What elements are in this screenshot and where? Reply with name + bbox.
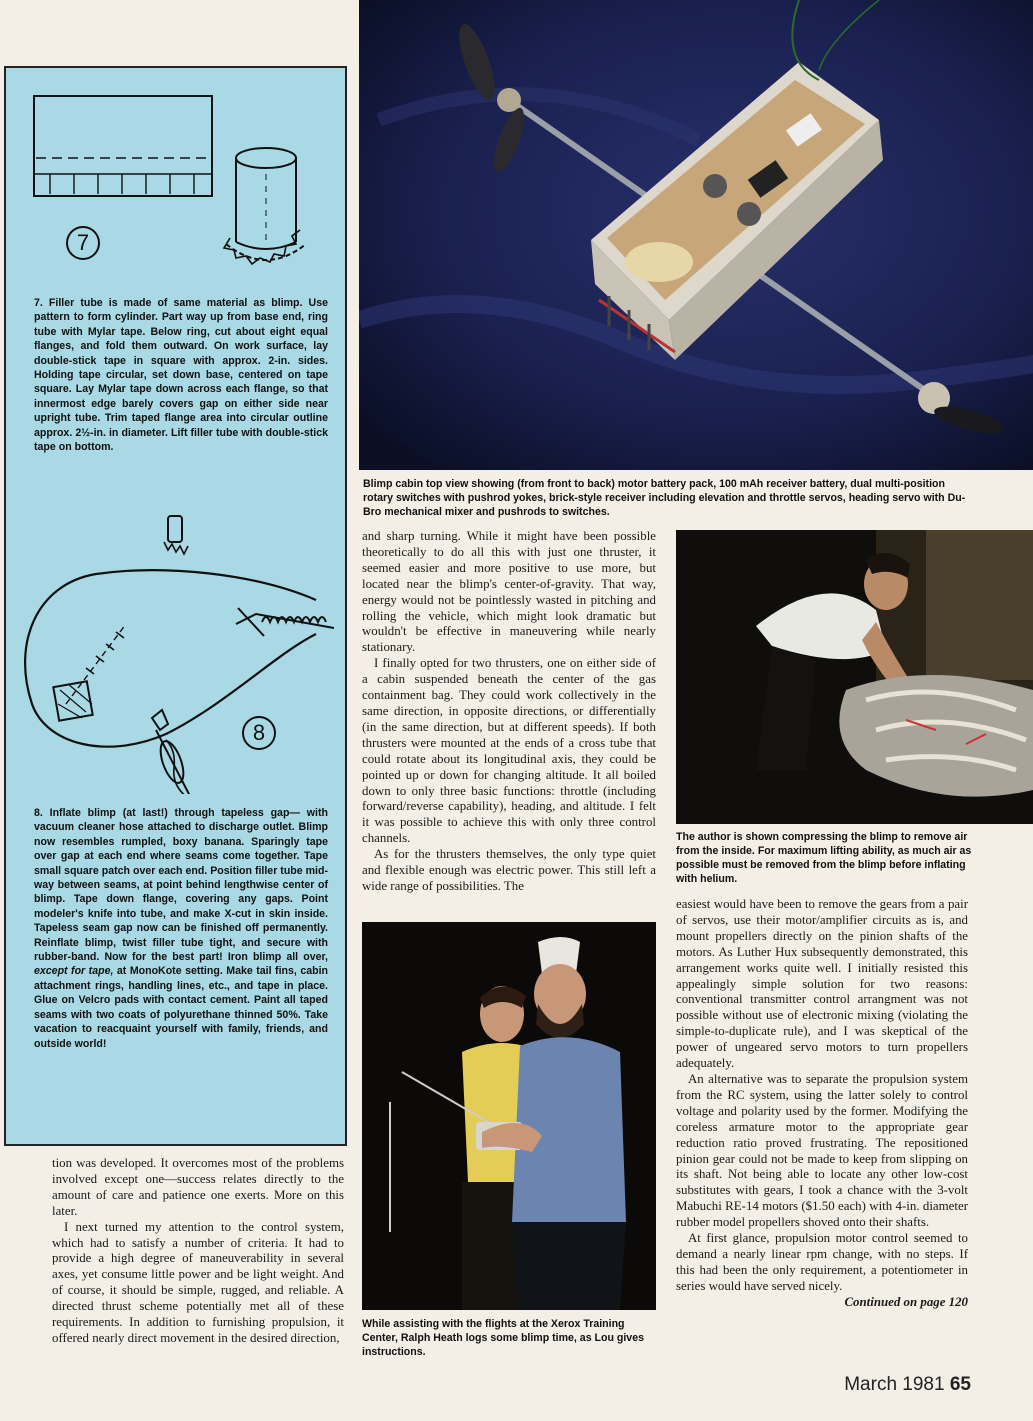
author-compressing-blimp-photo [676, 530, 1033, 824]
issue-date: March 1981 [844, 1374, 945, 1395]
step-8-text-b: at MonoKote setting. Make tail fins, cabin attachment rings, handling lines, etc., and tape in place. Glue on Velcro pads with contact cement. Paint all taped seams with two coats of polyurethane thinned 50%. Take vacation to reacquaint yourself with family, friends, and outside world! [34, 965, 328, 1050]
body-column-left [52, 1156, 344, 1347]
step-7-instructions: 7. Filler tube is made of same material as blimp. Use pattern to form cylinder. Part way up from base end, ring tube with Mylar tape. Below ring, cut about eight equal flanges, and fold them outward. On work surface, lay double-stick tape in square with approx. 2-in. sides. Holding tape circular, set down base, centered on tape square. Lay Mylar tape down across each flange, so that innermost edge barely covers gap on either side near upright tube. Trim taped flange area into circular outline approx. 2½-in. in diameter. Lift filler tube with double-stick tape on bottom. [34, 297, 328, 454]
step-8-text-emphasis: except for tape, [34, 965, 114, 978]
filler-tube-pattern-diagram [30, 94, 330, 294]
step-8-instructions [34, 806, 328, 1051]
page-folio [844, 1374, 971, 1396]
middle-paragraph-2: I finally opted for two thrusters, one on either side of a cabin suspended beneath the center of the gas containment bag. They could work collectively in the same direction, in opposite directions, or differentially (in the same direction, but at different speeds). If both thrusters were mounted at the ends of a cross tube that could rotate about its longitudinal axis, they could be pointed up or down for changing altitude. It all boiled down to only three basic functions: throttle (including forward/reverse capability), heading, and altitude. I felt it was possible to achieve this with only three control channels. [362, 656, 656, 846]
step-7-number: 7 [66, 226, 100, 260]
page-number: 65 [949, 1374, 971, 1395]
xerox-photo-art [362, 922, 656, 1310]
blimp-cabin-photo [359, 0, 1033, 470]
continued-on-page-link[interactable]: Continued on page 120 [844, 1294, 968, 1309]
step-8-text-a: 8. Inflate blimp (at last!) through tapeless gap— with vacuum cleaner hose attached to discharge outlet. Blimp now resembles rumpled, boxy banana. Sparingly tape over gap at each end where seams come together. Tape small square patch over each end. Position filler tube mid-way between seams, at point behind lengthwise center of blimp. Tape down flange, covering any gaps. Point modeler's knife into tube, and make X-cut in skin inside. Tapeless seam gap now can be finished off permanently. Reinflate blimp, twist filler tube tight, and secure with rubber-band. Now for the best part! Iron blimp all over, [34, 807, 328, 964]
left-paragraph-2: I next turned my attention to the control system, which had to satisfy a number of criteria. It had to provide a high degree of maneuverability in several axes, yet consume little power and be light weight. And of course, it should be simple, rugged, and reliable. A directed thrust scheme potentially met all of these requirements. In addition to furnishing propulsion, it offered nearly direct movement in the desired direction, [52, 1219, 344, 1345]
xerox-training-photo [362, 922, 656, 1310]
top-photo-caption: Blimp cabin top view showing (from front to back) motor battery pack, 100 mAh receiver battery, dual multi-position rotary switches with pushrod yokes, brick-style receiver including elevation and throttle servos, heading servo with Du-Bro mechanical mixer and pushrods to switches. [363, 478, 966, 518]
blimp-inflation-diagram [16, 504, 346, 794]
author-photo-caption: The author is shown compressing the blimp to remove air from the inside. For maximum lifting ability, as much air as possible must be removed from the blimp before inflating with helium. [676, 831, 972, 885]
blimp-cabin-photo-art [359, 0, 1033, 470]
step-8-number: 8 [242, 716, 276, 750]
right-paragraph-3: At first glance, propulsion motor control seemed to demand a nearly linear rpm change, with no steps. If this had been the only requirement, a potentiometer in series would have served nicely. [676, 1231, 968, 1293]
author-photo-art [676, 530, 1033, 824]
body-column-right [676, 897, 968, 1311]
right-paragraph-1: easiest would have been to remove the gears from a pair of servos, use their motor/amplifier circuits as is, and mount propellers directly on the pinion shafts of the motors. As Luther Hux subsequently demonstrated, this arrangement works quite well. I initially resisted this appealingly simple solution for two reasons: conventional transmitter control arrangment was not possible without use of electronic mixing (violating the simple-to-duplicate rule), and I was skeptical of the power of ungeared servo motors to turn propellers adequately. [676, 897, 968, 1071]
xerox-photo-caption: While assisting with the flights at the Xerox Training Center, Ralph Heath logs some blimp time, as Lou gives instructions. [362, 1318, 644, 1358]
right-paragraph-2: An alternative was to separate the propulsion system from the RC system, using the latter solely to control voltage and polarity used by the former. Modifying the coreless armature motor to the appropriate gear reduction ratio proved frustrating. The repositioned pinion gear could not be made to keep from slipping on its shaft. Not being able to locate any other low-cost substitutes with gears, I took a chance with the 3-volt Mabuchi RE-14 motors ($1.50 each) with 4-in. diameter rubber model propellers shoved onto their shafts. [676, 1071, 968, 1230]
left-paragraph-1: tion was developed. It overcomes most of the problems involved except one—success relates directly to the amount of care and patience one exerts. More on this later. [52, 1156, 344, 1218]
middle-paragraph-1: and sharp turning. While it might have been possible theoretically to do all this with just one thruster, it seemed easier and more positive to use more, but located near the blimp's center-of-gravity. That way, energy would not be pointlessly wasted in pitching and rolling the vehicle, which might look dramatic but wouldn't be effective in maneuvering while nearly stationary. [362, 529, 656, 655]
body-column-middle [362, 529, 656, 895]
middle-paragraph-3: As for the thrusters themselves, the only type quiet and flexible enough was electric power. This still left a wide range of possibilities. The [362, 847, 656, 893]
instruction-sidebar [4, 66, 347, 1146]
